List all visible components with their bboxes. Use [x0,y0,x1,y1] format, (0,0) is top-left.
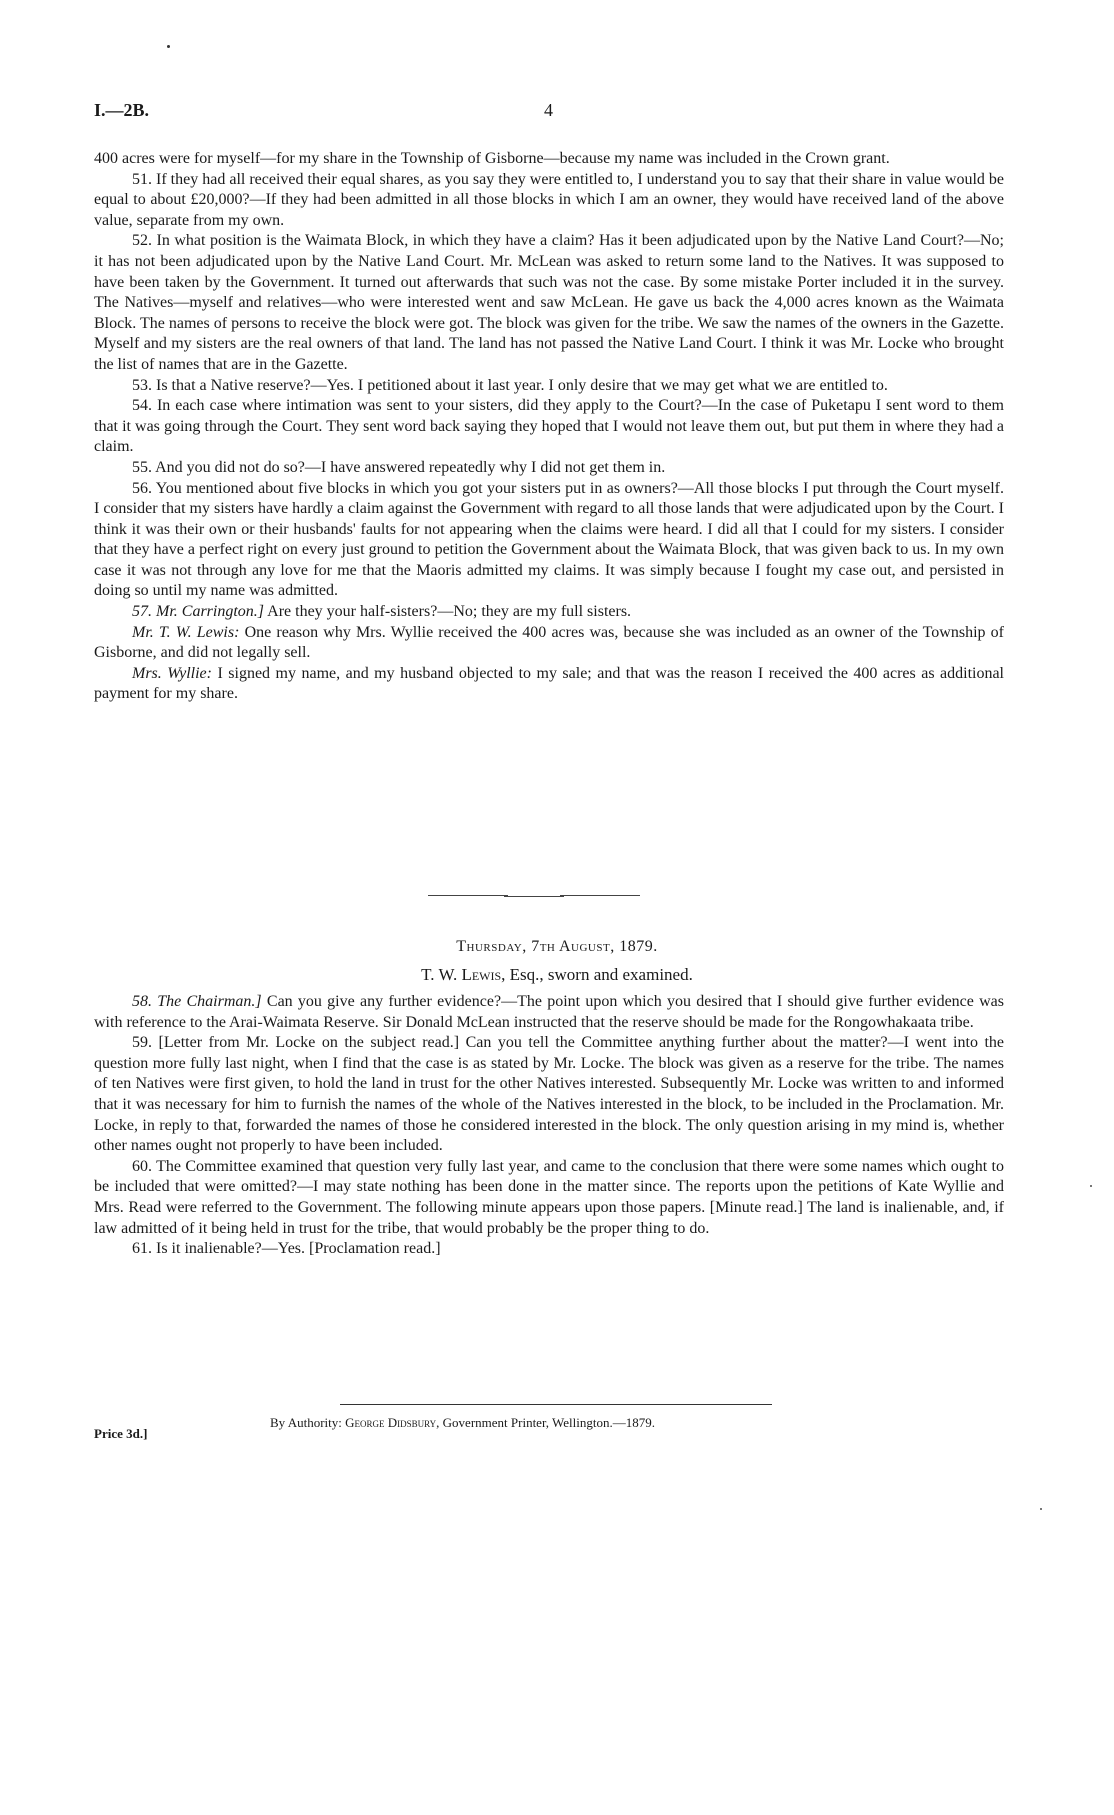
page-number: 4 [544,100,553,120]
stray-mark [167,45,170,48]
speaker-label: 57. Mr. Carrington.] [132,603,265,621]
speaker-label: Mr. T. W. Lewis: [132,623,240,641]
paragraph: 61. Is it inalienable?—Yes. [Proclamation read.] [132,1240,441,1258]
paragraph-text: Are they your half-sisters?—No; they are my full sisters. [264,603,632,621]
imprint-prefix: By Authority: [270,1415,346,1430]
paragraph [94,664,1004,705]
paragraph [94,602,1004,623]
paragraph [94,992,1004,1033]
speaker-label: 58. The Chairman.] [132,993,262,1010]
paragraph: 53. Is that a Native reserve?—Yes. I petitioned about it last year. I only desire that we may get what we are entitled to. [132,376,888,394]
paragraph: 60. The Committee examined that question very fully last year, and came to the conclusion that there were some names which ought to be included that were omitted?—I may state nothing has been done in the matter since. The reports upon the petitions of Kate Wyllie and Mrs. Read were referred to the Government. The following minute appears upon those papers. [Minute read.] The land is inalienable, and, if law admitted of it being held in trust for the tribe, that would probably be the proper thing to do. [94,1157,1004,1237]
witness-line [0,965,1114,985]
paragraph: 54. In each case where intimation was sent to your sisters, did they apply to the Court?—In the case of Puketapu I sent word to them that it was going through the Court. They sent word back saying they hoped that I would not leave them out, but put them in where they had a claim. [94,397,1004,456]
imprint-suffix: , Government Printer, Wellington.—1879. [436,1415,655,1430]
paragraph: 400 acres were for myself—for my share in the Township of Gisborne—because my name was included in the Crown grant. [94,150,890,167]
paragraph [94,623,1004,664]
speaker-label: Mrs. Wyllie: [132,664,212,682]
footer-rule [340,1404,772,1405]
witness-status: , Esq., sworn and examined. [501,965,693,984]
paragraph-text: Can you give any further evidence?—The point upon which you desired that I should give further evidence was with reference to the Arai-Waimata Reserve. Sir Donald McLean instructed that the reserve should be made for the Rongowhakaata tribe. [94,993,1005,1031]
paragraph: 59. [Letter from Mr. Locke on the subject read.] Can you tell the Committee anything further about the matter?—I went into the question more fully last night, when I find that the case is as stated by Mr. Locke. The block was given as a reserve for the tribe. The names of ten Natives were first given, to hold the land in trust for the other Natives interested. Subsequently Mr. Locke was written to and informed that it was necessary for him to furnish the names of the whole of the Natives interested in the block, to be included in the Proclamation. Mr. Locke, in reply to that, forwarded the names of those he considered interested in the block. The only question arising in my mind is, whether other names ought not properly to have been included. [94,1034,1004,1155]
paper-reference: I.—2B. [94,100,150,120]
price-label: Price 3d.] [94,1426,148,1441]
paragraph-text: One reason why Mrs. Wyllie received the 400 acres was, because she was included as an owner of the Township of Gisborne, and did not legally sell. [94,623,1004,662]
section-divider [428,895,640,897]
printer-imprint [270,1415,655,1431]
paragraph: 51. If they had all received their equal shares, as you say they were entitled to, I understand you to say that their share in value would be equal to about £20,000?—If they had been admitted in all those blocks in which I am an owner, they would have received land of the above value, separate from my own. [94,170,1004,229]
paragraph: 55. And you did not do so?—I have answered repeatedly why I did not get them in. [132,458,666,476]
witness-name: T. W. Lewis [421,965,502,984]
page-header [94,100,1002,124]
paragraph-text: I signed my name, and my husband objected to my sale; and that was the reason I received the 400 acres as additional payment for my share. [94,664,1005,703]
session-date: Thursday, 7th August, 1879. [456,938,658,955]
paragraph: 52. In what position is the Waimata Block, in which they have a claim? Has it been adjudicated upon by the Native Land Court?—No; it has not been adjudicated upon by the Native Land Court. Mr. McLean was asked to return some land to the Natives. It was supposed to have been taken by the Government. It turned out afterwards that such was not the case. By some mistake Porter included it in the survey. The Natives—myself and relatives—who were interested went and saw McLean. He gave us back the 4,000 acres known as the Waimata Block. The names of persons to receive the block were got. The block was given for the tribe. We saw the names of the owners in the Gazette. Myself and my sisters are the real owners of that land. The land has not passed the Native Land Court. I think it was Mr. Locke who brought the list of names that are in the Gazette. [94,232,1004,373]
testimony-part-2 [94,992,1004,1260]
stray-mark [1040,1508,1042,1510]
printer-name: George Didsbury [345,1415,437,1430]
paragraph: 56. You mentioned about five blocks in which you got your sisters put in as owners?—All those blocks I put through the Court myself. I consider that my sisters have hardly a claim against the Government with regard to all those lands that were adjudicated upon by the Court. I think it was their own or their husbands' faults for not appearing when the claims were heard. I did all that I could for my sisters. I consider that they have a perfect right on every just ground to petition the Government about the Waimata Block, that was given back to us. In my own case it was not through any love for me that the Maoris admitted my claims. It was simply because I fought my case out, and persisted in doing so until my name was admitted. [94,479,1004,600]
testimony-part-1 [94,149,1004,705]
stray-mark [1090,1185,1092,1187]
